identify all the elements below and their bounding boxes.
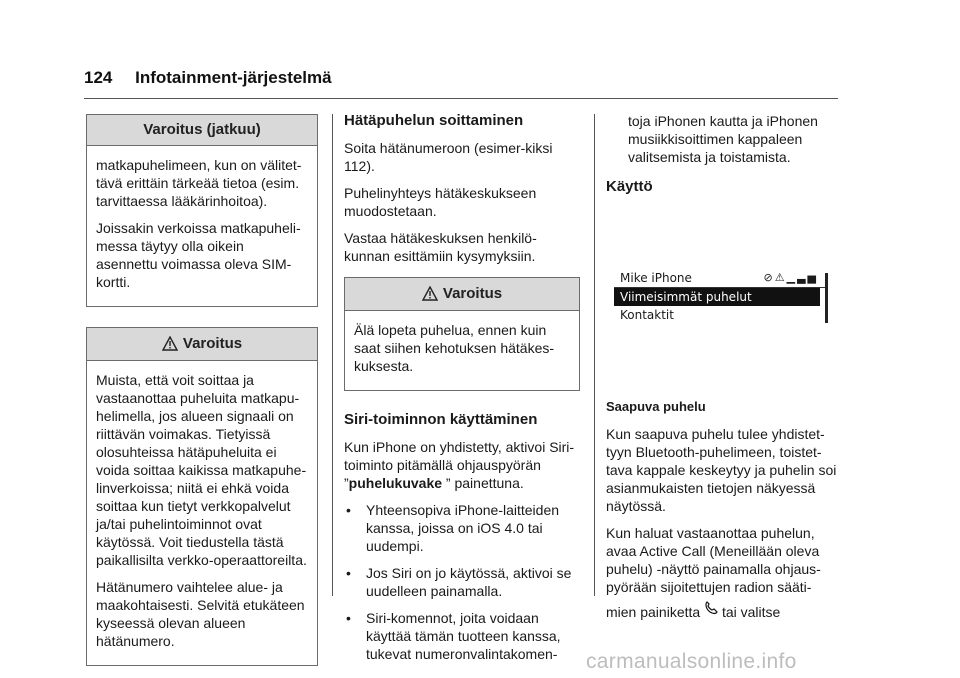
menu-item-contacts[interactable]: Kontaktit xyxy=(620,308,674,322)
column-divider xyxy=(594,114,595,596)
button-text-end: tai valitse xyxy=(721,604,781,620)
warning-box-header xyxy=(87,328,317,361)
column-3 xyxy=(606,112,842,205)
button-text: mien painiketta xyxy=(606,604,701,620)
menu-item-recent-calls[interactable]: Viimeisimmät puhelut xyxy=(614,288,820,306)
siri-intro-text-end: ” painettuna. xyxy=(442,475,524,491)
subsection-heading: Saapuva puhelu xyxy=(606,399,706,414)
body-paragraph: Soita hätänumeroon (esimer-kiksi 112). xyxy=(344,140,553,174)
bullet-list xyxy=(344,501,580,663)
bluetooth-icon: ⊘ xyxy=(763,271,775,284)
warning-icon xyxy=(422,281,438,313)
section-heading: Siri-toiminnon käyttäminen xyxy=(344,411,538,428)
body-paragraph: Kun saapuva puhelu tulee yhdistet-tyyn Bluetooth-puhelimeen, toistet-tava kappale keskeytyy ja puhelin soi asianmukaisten tietojen näkyessä näytössä. xyxy=(606,426,837,514)
device-name: Mike iPhone xyxy=(620,271,692,285)
column-2 xyxy=(344,112,580,672)
body-paragraph: Kun haluat vastaanottaa puhelun, avaa Active Call (Meneillään oleva puhelu) -näyttö painamalla ohjaus-pyörään sijoitettujen radion sääti- xyxy=(606,525,821,595)
signal-icon: ▁▃▅ xyxy=(786,271,818,284)
list-item: • Siri-komennot, joita voidaan käyttää tämän tuotteen kanssa, tukevat numeronvalintakomen- xyxy=(344,609,580,663)
display-screen xyxy=(614,269,828,325)
siri-intro-text: Kun iPhone on yhdistetty, aktivoi Siri-toiminto pitämällä ohjauspyörän ” xyxy=(344,439,575,491)
warning-box-continued xyxy=(86,114,318,307)
section-heading: Hätäpuhelun soittaminen xyxy=(344,112,524,129)
warning-box-title: Varoitus xyxy=(442,285,503,302)
scrollbar[interactable] xyxy=(825,273,828,323)
warning-paragraph: Älä lopeta puhelua, ennen kuin saat siihen kehotuksen hätäkes-kuksesta. xyxy=(354,322,555,374)
body-paragraph: Vastaa hätäkeskuksen henkilö-kunnan esittämiin kysymyksiin. xyxy=(344,230,537,264)
warning-box-body xyxy=(345,311,579,390)
screen-title-row xyxy=(614,269,828,288)
warning-box xyxy=(344,277,580,391)
phone-icon xyxy=(704,601,718,619)
header-rule xyxy=(84,98,838,99)
warning-box-title: Varoitus (jatkuu) xyxy=(87,115,317,146)
list-item: • Yhteensopiva iPhone-laitteiden kanssa, joissa on iOS 4.0 tai uudempi. xyxy=(344,501,580,555)
warning-box-title: Varoitus xyxy=(182,335,243,352)
status-icons xyxy=(764,269,818,287)
warning-paragraph: Muista, että voit soittaa ja vastaanottaa puheluita matkapu-helimella, jos alueen signaali on riittävän voimakas. Tietyissä olosuhteissa hätäpuheluita ei voida soittaa kaikissa matkapuhe-linverkoissa; niitä ei ehkä voida soittaa kun tietyt verkkopalvelut ja/tai puhelintoiminnot ovat käytössä. Voit tiedustella tästä paikallisilta verkko-operaattoreilta. xyxy=(96,372,307,568)
warning-paragraph: Hätänumero vaihtelee alue- ja maakohtaisesti. Selvitä etukäteen kyseessä olevan alueen hätänumero. xyxy=(96,579,305,649)
list-item: • Jos Siri on jo käytössä, aktivoi se uudelleen painamalla. xyxy=(344,564,580,600)
column-1 xyxy=(86,114,318,666)
body-paragraph xyxy=(606,601,842,621)
warning-box-body xyxy=(87,146,317,306)
warning-paragraph: matkapuhelimeen, kun on välitet-tävä erittäin tärkeää tietoa (esim. tarvittaessa lääkärinhoitoa). xyxy=(96,157,302,209)
page-header xyxy=(84,68,332,88)
body-paragraph: toja iPhonen kautta ja iPhonen musiikkisoittimen kappaleen valitsemista ja toistamista. xyxy=(628,113,818,165)
section-heading: Käyttö xyxy=(606,178,653,195)
warning-icon: ⚠ xyxy=(774,271,787,284)
body-paragraph xyxy=(344,438,580,492)
column-divider xyxy=(332,114,333,596)
warning-box xyxy=(86,327,318,666)
body-paragraph: Puhelinyhteys hätäkeskukseen muodostetaan. xyxy=(344,185,537,219)
warning-icon xyxy=(162,331,178,363)
chapter-title: Infotainment-järjestelmä xyxy=(135,68,332,87)
page-number: 124 xyxy=(84,68,113,87)
column-3-lower xyxy=(606,398,842,630)
warning-box-header xyxy=(345,278,579,311)
warning-box-body xyxy=(87,361,317,665)
phone-icon-label: puhelukuvake xyxy=(348,475,443,491)
warning-paragraph: Joissakin verkoissa matkapuheli-messa täytyy olla oikein asennettu voimassa oleva SIM-kortti. xyxy=(96,220,301,290)
watermark: carmanualsonline.info xyxy=(586,650,797,673)
